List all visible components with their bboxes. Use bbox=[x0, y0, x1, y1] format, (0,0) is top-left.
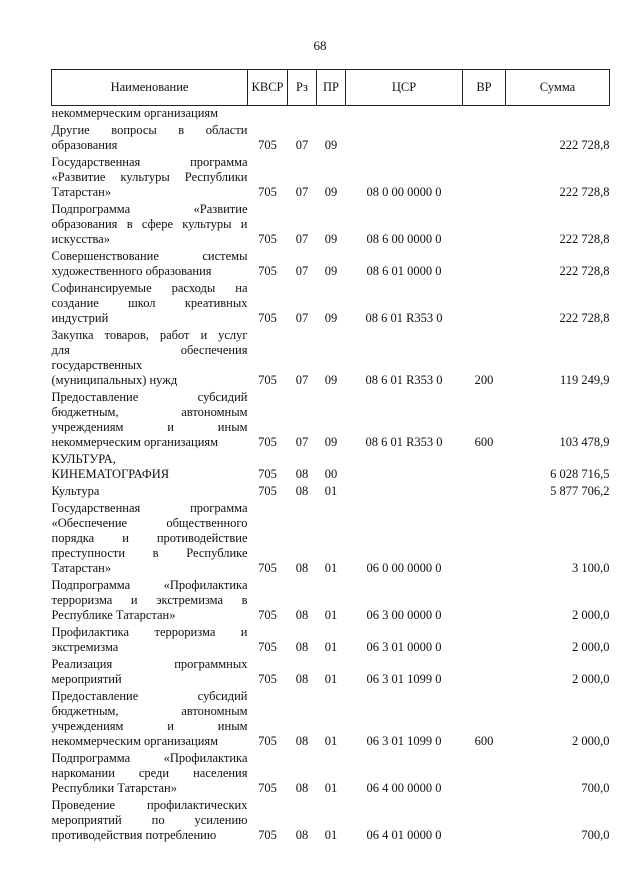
table-row bbox=[52, 796, 610, 843]
cell-sum: 222 728,8 bbox=[559, 232, 610, 246]
cell-vr bbox=[463, 279, 506, 326]
cell-pr: 01 bbox=[324, 561, 338, 575]
cell-pr: 00 bbox=[324, 467, 338, 481]
cell-kvsr: 705 bbox=[258, 608, 277, 622]
cell-pr bbox=[317, 106, 346, 122]
row-name-line: создание школ креативных bbox=[51, 296, 248, 310]
row-name-line: «Развитие культуры Республики bbox=[51, 170, 248, 184]
row-name bbox=[52, 450, 248, 482]
row-name bbox=[52, 388, 248, 450]
column-header-kvsr: КВСР bbox=[248, 70, 288, 106]
table-row bbox=[52, 106, 610, 122]
cell-csr: 08 6 01 R353 0 bbox=[365, 435, 443, 449]
cell-pr: 01 bbox=[324, 484, 338, 498]
page-number: 68 bbox=[313, 38, 327, 53]
row-name-line: некоммерческим организациям bbox=[51, 106, 219, 120]
cell-rz: 08 bbox=[295, 828, 309, 842]
cell-pr: 09 bbox=[324, 264, 338, 278]
cell-rz: 08 bbox=[295, 734, 309, 748]
cell-pr: 09 bbox=[324, 185, 338, 199]
cell-rz: 07 bbox=[295, 435, 309, 449]
row-name bbox=[52, 749, 248, 796]
row-name-line: (муниципальных) нужд bbox=[51, 373, 178, 387]
cell-sum: 3 100,0 bbox=[572, 561, 610, 575]
table-row bbox=[52, 247, 610, 279]
cell-vr bbox=[463, 482, 506, 499]
row-name-line: учреждениям и иным bbox=[51, 420, 248, 434]
row-name-line: индустрий bbox=[51, 311, 109, 325]
table-row bbox=[52, 153, 610, 200]
cell-kvsr bbox=[248, 106, 288, 122]
cell-pr: 01 bbox=[324, 640, 338, 654]
cell-csr: 06 3 01 1099 0 bbox=[366, 734, 442, 748]
cell-rz: 07 bbox=[295, 311, 309, 325]
row-name bbox=[52, 121, 248, 153]
row-name bbox=[52, 623, 248, 655]
cell-rz: 07 bbox=[295, 373, 309, 387]
cell-kvsr: 705 bbox=[258, 672, 277, 686]
cell-kvsr: 705 bbox=[258, 185, 277, 199]
cell-csr: 06 3 00 0000 0 bbox=[366, 608, 442, 622]
cell-kvsr: 705 bbox=[258, 640, 277, 654]
cell-sum: 103 478,9 bbox=[559, 435, 610, 449]
column-header-vr: ВР bbox=[463, 70, 506, 106]
row-name bbox=[52, 279, 248, 326]
cell-rz: 08 bbox=[295, 561, 309, 575]
row-name bbox=[52, 482, 248, 499]
cell-vr bbox=[463, 749, 506, 796]
cell-kvsr: 705 bbox=[258, 734, 277, 748]
cell-vr: 600 bbox=[474, 435, 494, 449]
table-row bbox=[52, 388, 610, 450]
row-name-line: Культура bbox=[51, 484, 100, 498]
cell-rz bbox=[288, 106, 317, 122]
row-name-line: Подпрограмма «Профилактика bbox=[51, 578, 248, 592]
cell-pr: 01 bbox=[324, 781, 338, 795]
cell-vr bbox=[463, 576, 506, 623]
cell-sum: 222 728,8 bbox=[559, 185, 610, 199]
cell-rz: 08 bbox=[295, 781, 309, 795]
table-row bbox=[52, 279, 610, 326]
row-name-line: Предоставление субсидий bbox=[51, 390, 248, 404]
cell-kvsr: 705 bbox=[258, 311, 277, 325]
column-header-pr: ПР bbox=[317, 70, 346, 106]
table-row bbox=[52, 121, 610, 153]
cell-sum: 2 000,0 bbox=[572, 640, 610, 654]
row-name-line: Совершенствование системы bbox=[51, 249, 248, 263]
row-name-line: Татарстан» bbox=[51, 185, 112, 199]
cell-pr: 01 bbox=[324, 828, 338, 842]
cell-kvsr: 705 bbox=[258, 781, 277, 795]
row-name-line: Подпрограмма «Профилактика bbox=[51, 751, 248, 765]
cell-pr: 09 bbox=[324, 311, 338, 325]
row-name-line: учреждениям и иным bbox=[51, 719, 248, 733]
row-name-line: некоммерческим организациям bbox=[51, 734, 219, 748]
cell-csr: 08 6 01 0000 0 bbox=[366, 264, 442, 278]
row-name bbox=[52, 106, 248, 122]
cell-rz: 07 bbox=[295, 185, 309, 199]
cell-vr bbox=[463, 106, 506, 122]
row-name bbox=[52, 796, 248, 843]
row-name-line: бюджетным, автономным bbox=[51, 704, 248, 718]
cell-kvsr: 705 bbox=[258, 373, 277, 387]
cell-kvsr: 705 bbox=[258, 138, 277, 152]
row-name-line: Татарстан» bbox=[51, 561, 112, 575]
table-row bbox=[52, 326, 610, 388]
row-name bbox=[52, 200, 248, 247]
row-name bbox=[52, 499, 248, 576]
cell-csr bbox=[346, 106, 463, 122]
table-header-row bbox=[52, 70, 610, 106]
row-name-line: наркомании среди населения bbox=[51, 766, 248, 780]
row-name-line: порядка и противодействие bbox=[51, 531, 248, 545]
cell-sum: 6 028 716,5 bbox=[550, 467, 610, 481]
table-row bbox=[52, 450, 610, 482]
cell-rz: 07 bbox=[295, 232, 309, 246]
table-row bbox=[52, 576, 610, 623]
row-name-line: искусства» bbox=[51, 232, 110, 246]
row-name-line: образования bbox=[51, 138, 118, 152]
row-name bbox=[52, 687, 248, 749]
cell-csr: 06 3 01 0000 0 bbox=[366, 640, 442, 654]
cell-sum: 222 728,8 bbox=[559, 264, 610, 278]
cell-sum: 119 249,9 bbox=[559, 373, 610, 387]
row-name-line: Государственная программа bbox=[51, 501, 248, 515]
cell-csr: 08 0 00 0000 0 bbox=[366, 185, 442, 199]
cell-kvsr: 705 bbox=[258, 467, 277, 481]
row-name-line: преступности в Республике bbox=[51, 546, 248, 560]
cell-pr: 09 bbox=[324, 435, 338, 449]
cell-sum: 700,0 bbox=[581, 781, 610, 795]
cell-sum bbox=[506, 106, 610, 122]
row-name-line: образования в сфере культуры и bbox=[51, 217, 248, 231]
cell-csr: 08 6 01 R353 0 bbox=[365, 311, 443, 325]
row-name-line: художественного образования bbox=[51, 264, 212, 278]
row-name-line: государственных bbox=[51, 358, 143, 372]
table-row bbox=[52, 499, 610, 576]
row-name-line: Проведение профилактических bbox=[51, 798, 248, 812]
cell-csr: 06 4 00 0000 0 bbox=[366, 781, 442, 795]
cell-sum: 5 877 706,2 bbox=[550, 484, 610, 498]
cell-kvsr: 705 bbox=[258, 828, 277, 842]
cell-csr bbox=[346, 121, 463, 153]
table-row bbox=[52, 200, 610, 247]
row-name-line: Республике Татарстан» bbox=[51, 608, 176, 622]
row-name-line: Реализация программных bbox=[51, 657, 248, 671]
cell-kvsr: 705 bbox=[258, 484, 277, 498]
cell-vr: 600 bbox=[474, 734, 494, 748]
cell-sum: 222 728,8 bbox=[559, 138, 610, 152]
cell-rz: 08 bbox=[295, 484, 309, 498]
cell-vr bbox=[463, 655, 506, 687]
cell-csr: 08 6 00 0000 0 bbox=[366, 232, 442, 246]
row-name-line: КУЛЬТУРА, bbox=[51, 452, 116, 466]
cell-pr: 01 bbox=[324, 734, 338, 748]
row-name-line: Республики Татарстан» bbox=[51, 781, 177, 795]
row-name-line: Закупка товаров, работ и услуг bbox=[51, 328, 248, 342]
row-name-line: Предоставление субсидий bbox=[51, 689, 248, 703]
cell-rz: 08 bbox=[295, 608, 309, 622]
cell-csr: 08 6 01 R353 0 bbox=[365, 373, 443, 387]
cell-csr bbox=[346, 482, 463, 499]
cell-csr: 06 0 00 0000 0 bbox=[366, 561, 442, 575]
row-name bbox=[52, 153, 248, 200]
row-name-line: «Обеспечение общественного bbox=[51, 516, 248, 530]
row-name bbox=[52, 247, 248, 279]
cell-pr: 09 bbox=[324, 232, 338, 246]
row-name-line: мероприятий по усилению bbox=[51, 813, 248, 827]
row-name-line: бюджетным, автономным bbox=[51, 405, 248, 419]
row-name-line: Подпрограмма «Развитие bbox=[51, 202, 248, 216]
column-header-csr: ЦСР bbox=[346, 70, 463, 106]
row-name-line: Государственная программа bbox=[51, 155, 248, 169]
row-name-line: мероприятий bbox=[51, 672, 122, 686]
cell-kvsr: 705 bbox=[258, 264, 277, 278]
cell-rz: 07 bbox=[295, 138, 309, 152]
cell-rz: 08 bbox=[295, 672, 309, 686]
table-row bbox=[52, 655, 610, 687]
cell-kvsr: 705 bbox=[258, 435, 277, 449]
cell-csr: 06 3 01 1099 0 bbox=[366, 672, 442, 686]
row-name-line: противодействия потреблению bbox=[51, 828, 217, 842]
table-row bbox=[52, 687, 610, 749]
cell-pr: 09 bbox=[324, 373, 338, 387]
table-row bbox=[52, 482, 610, 499]
cell-vr bbox=[463, 200, 506, 247]
cell-sum: 222 728,8 bbox=[559, 311, 610, 325]
row-name-line: для обеспечения bbox=[51, 343, 248, 357]
cell-rz: 07 bbox=[295, 264, 309, 278]
column-header-name: Наименование bbox=[52, 70, 248, 106]
cell-vr: 200 bbox=[474, 373, 494, 387]
cell-rz: 08 bbox=[295, 640, 309, 654]
cell-sum: 2 000,0 bbox=[572, 608, 610, 622]
cell-sum: 2 000,0 bbox=[572, 672, 610, 686]
row-name-line: Профилактика терроризма и bbox=[51, 625, 248, 639]
cell-pr: 01 bbox=[324, 608, 338, 622]
budget-table bbox=[51, 69, 610, 843]
cell-vr bbox=[463, 623, 506, 655]
cell-vr bbox=[463, 450, 506, 482]
table-row bbox=[52, 623, 610, 655]
cell-vr bbox=[463, 153, 506, 200]
cell-kvsr: 705 bbox=[258, 561, 277, 575]
row-name-line: экстремизма bbox=[51, 640, 119, 654]
column-header-sum: Сумма bbox=[506, 70, 610, 106]
row-name bbox=[52, 655, 248, 687]
cell-pr: 01 bbox=[324, 672, 338, 686]
row-name bbox=[52, 576, 248, 623]
row-name-line: КИНЕМАТОГРАФИЯ bbox=[51, 467, 170, 481]
cell-pr: 09 bbox=[324, 138, 338, 152]
cell-csr: 06 4 01 0000 0 bbox=[366, 828, 442, 842]
row-name-line: Другие вопросы в области bbox=[51, 123, 248, 137]
cell-vr bbox=[463, 796, 506, 843]
row-name-line: Софинансируемые расходы на bbox=[51, 281, 248, 295]
row-name-line: терроризма и экстремизма в bbox=[51, 593, 248, 607]
cell-sum: 2 000,0 bbox=[572, 734, 610, 748]
row-name bbox=[52, 326, 248, 388]
row-name-line: некоммерческим организациям bbox=[51, 435, 219, 449]
cell-rz: 08 bbox=[295, 467, 309, 481]
cell-kvsr: 705 bbox=[258, 232, 277, 246]
cell-sum: 700,0 bbox=[581, 828, 610, 842]
cell-csr bbox=[346, 450, 463, 482]
cell-vr bbox=[463, 499, 506, 576]
cell-vr bbox=[463, 121, 506, 153]
column-header-rz: Рз bbox=[288, 70, 317, 106]
table-row bbox=[52, 749, 610, 796]
cell-vr bbox=[463, 247, 506, 279]
